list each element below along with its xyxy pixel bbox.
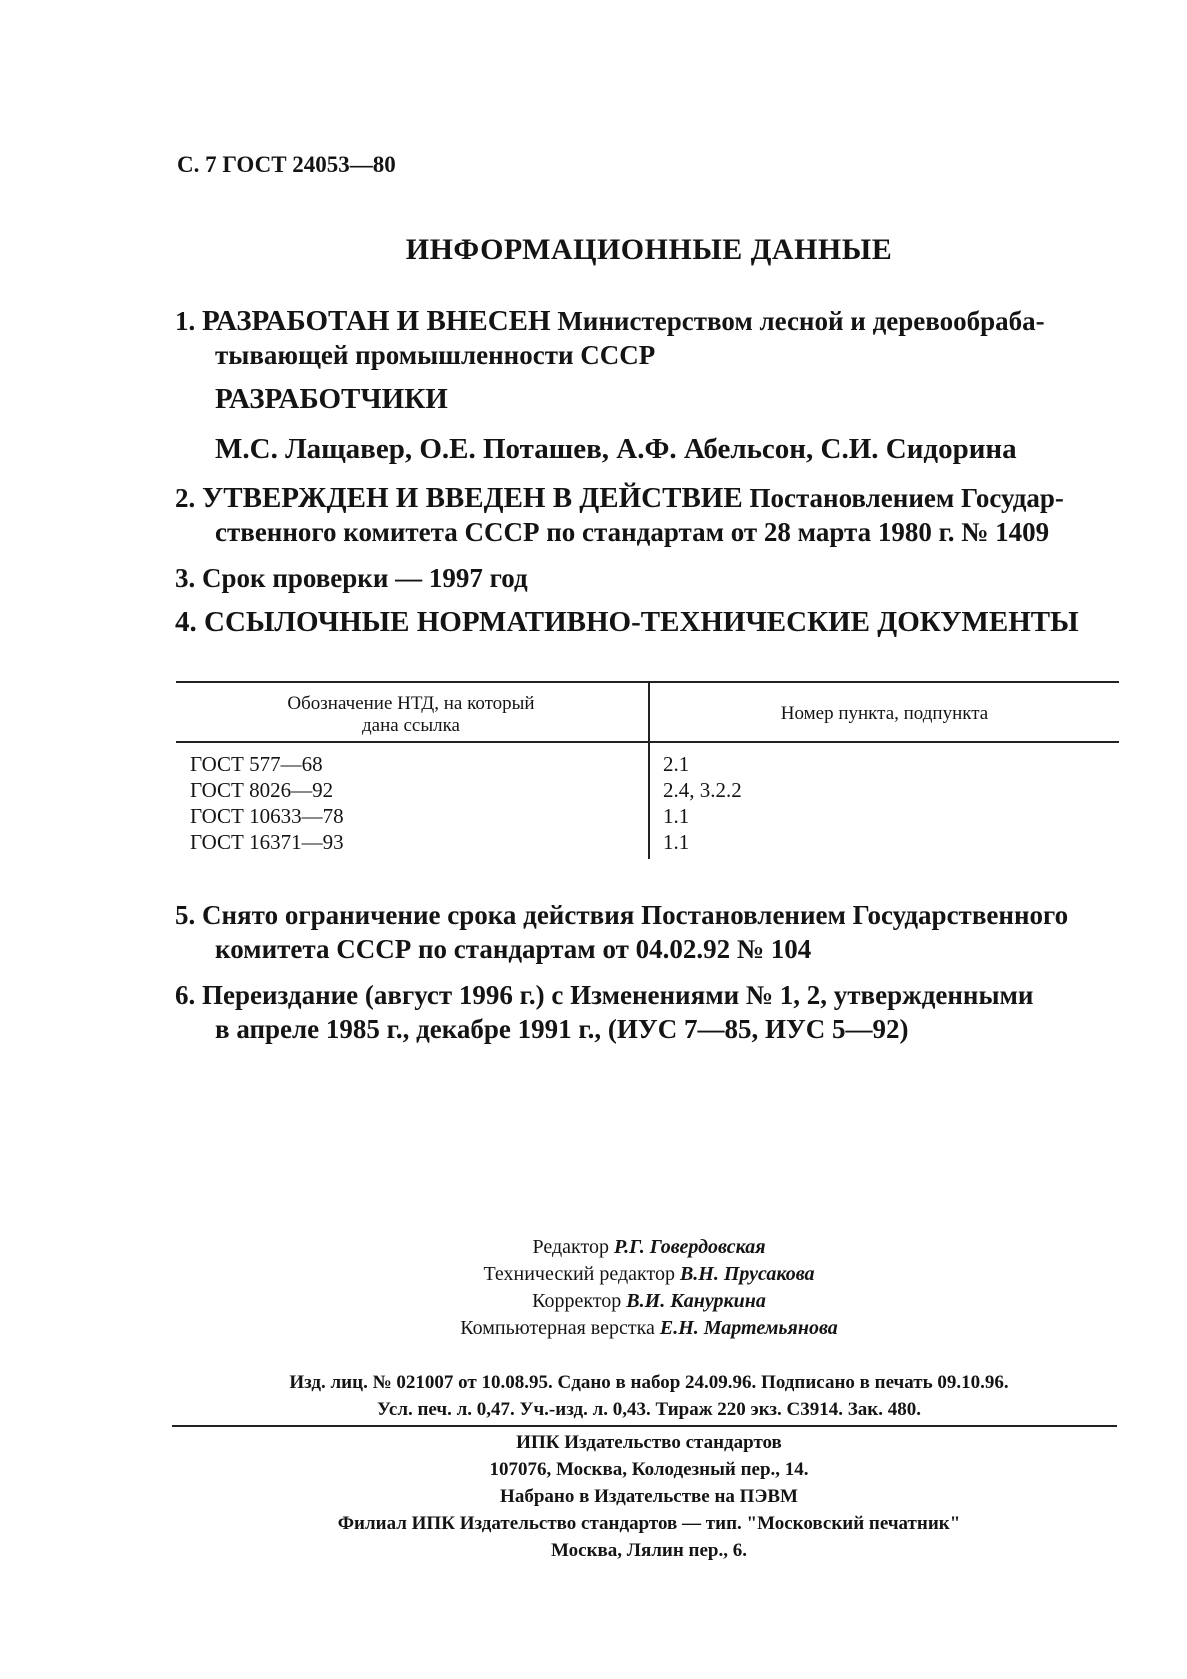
item-text: Переиздание (август 1996 г.) с Изменениями № 1, 2, утвержденными (202, 980, 1034, 1010)
col1-header-line2: дана ссылка (362, 715, 460, 736)
item-2 (175, 482, 1064, 515)
item-4 (175, 606, 1079, 639)
item-5 (175, 899, 1068, 932)
table-cell-ref: 2.1 (663, 752, 690, 776)
imprint-divider (172, 1425, 1117, 1427)
col2-header: Номер пункта, подпункта (780, 703, 989, 724)
item-5-continuation: комитета СССР по стандартам от 04.02.92 № 104 (215, 934, 812, 964)
item-number: 6. (175, 980, 196, 1010)
item-text: Снято ограничение срока действия Постановлением Государственного (202, 900, 1069, 930)
item-number: 4. (175, 606, 197, 638)
credit-label: Технический редактор (483, 1263, 675, 1285)
credits-layout (0, 1315, 1187, 1342)
item-text: Срок проверки — 1997 год (202, 563, 528, 593)
table-cell-doc: ГОСТ 16371—93 (190, 830, 344, 854)
item-1 (175, 305, 1045, 338)
credit-name: В.Н. Прусакова (679, 1263, 815, 1285)
col1-header-line1: Обозначение НТД, на который (287, 693, 535, 714)
developers-heading: РАЗРАБОТЧИКИ (215, 383, 448, 415)
imprint-line-5: Набрано в Издательстве на ПЭВМ (500, 1486, 798, 1507)
credit-name: В.И. Кануркина (626, 1290, 766, 1312)
table-cell-doc: ГОСТ 577—68 (190, 752, 323, 776)
page-header: С. 7 ГОСТ 24053—80 (177, 152, 396, 177)
credit-label: Корректор (532, 1290, 622, 1312)
item-2-continuation: ственного комитета СССР по стандартам от 28 марта 1980 г. № 1409 (215, 517, 1050, 547)
credits-editor (0, 1234, 1187, 1261)
imprint-line-7: Москва, Лялин пер., 6. (550, 1540, 747, 1561)
table-cell-ref: 2.4, 3.2.2 (663, 778, 742, 802)
item-number: 3. (175, 563, 196, 593)
item-lead: РАЗРАБОТАН И ВНЕСЕН (202, 305, 551, 337)
item-6-continuation: в апреле 1985 г., декабре 1991 г., (ИУС 7—85, ИУС 5—92) (215, 1014, 909, 1044)
item-number: 1. (175, 306, 196, 336)
item-1-continuation: тывающей промышленности СССР (215, 340, 656, 370)
table-cell-doc: ГОСТ 8026—92 (190, 778, 334, 802)
table-cell-ref: 1.1 (663, 804, 690, 828)
item-text: Постановлением Государ- (749, 483, 1064, 513)
table-cell-doc: ГОСТ 10633—78 (190, 804, 344, 828)
item-number: 2. (175, 483, 196, 513)
item-text: Министерством лесной и деревообраба- (557, 306, 1045, 336)
credits-tech-editor (0, 1261, 1187, 1288)
imprint-line-1: Изд. лиц. № 021007 от 10.08.95. Сдано в набор 24.09.96. Подписано в печать 09.10.96. (289, 1372, 1009, 1393)
page-title: ИНФОРМАЦИОННЫЕ ДАННЫЕ (405, 233, 893, 266)
item-number: 5. (175, 900, 196, 930)
credit-label: Компьютерная верстка (460, 1317, 655, 1339)
imprint-line-4: 107076, Москва, Колодезный пер., 14. (489, 1459, 809, 1480)
item-6 (175, 979, 1034, 1012)
developers-list: М.С. Лащавер, О.Е. Поташев, А.Ф. Абельсон, С.И. Сидорина (215, 433, 1017, 465)
table-cell-ref: 1.1 (663, 830, 690, 854)
credit-name: Е.Н. Мартемьянова (659, 1317, 838, 1339)
item-text: ССЫЛОЧНЫЕ НОРМАТИВНО-ТЕХНИЧЕСКИЕ ДОКУМЕНТЫ (204, 606, 1079, 638)
credit-label: Редактор (532, 1236, 609, 1258)
imprint-line-2: Усл. печ. л. 0,47. Уч.-изд. л. 0,43. Тираж 220 экз. С3914. Зак. 480. (377, 1399, 921, 1420)
imprint-line-6: Филиал ИПК Издательство стандартов — тип. "Московский печатник" (337, 1513, 961, 1534)
credits-corrector (0, 1288, 1187, 1315)
credit-name: Р.Г. Говердовская (613, 1236, 766, 1258)
col1-header (176, 693, 646, 737)
item-3 (175, 562, 528, 595)
imprint-line-3: ИПК Издательство стандартов (516, 1432, 782, 1453)
item-lead: УТВЕРЖДЕН И ВВЕДЕН В ДЕЙСТВИЕ (202, 482, 743, 514)
